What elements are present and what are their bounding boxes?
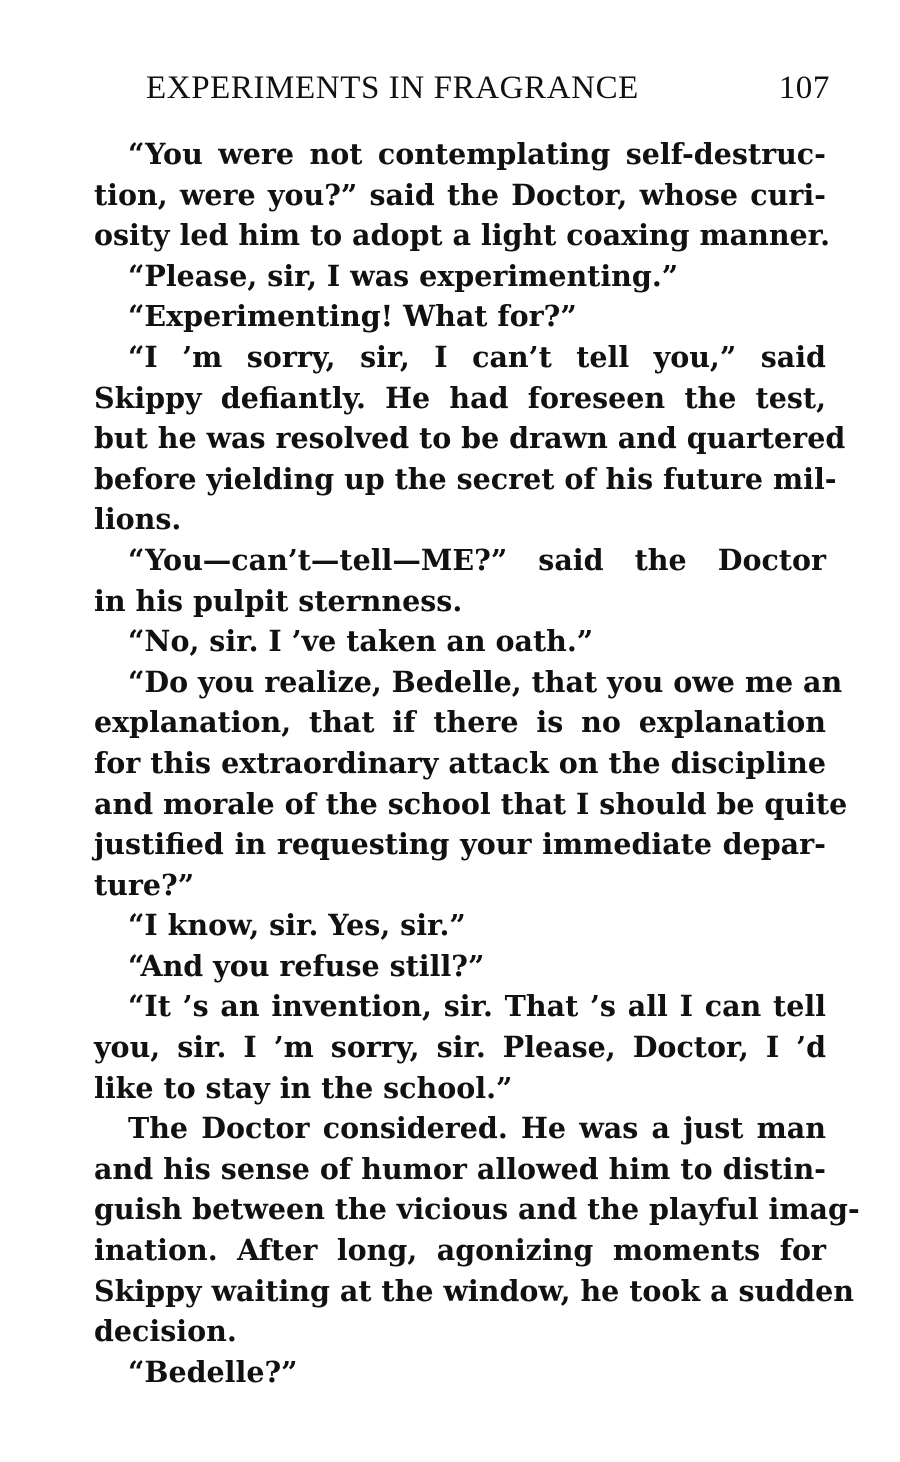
text-line: ination. After long, agonizing moments for [94,1233,826,1268]
page-number: 107 [778,70,830,106]
text-line: “Please, sir, I was experimenting.” [128,258,679,293]
text-line: tion, were you?” said the Doctor, whose curi- [94,177,826,212]
body-text [94,134,860,1392]
text-line: like to stay in the school.” [94,1070,513,1105]
text-line: but he was resolved to be drawn and quartered [94,421,846,456]
text-line: “I know, sir. Yes, sir.” [128,908,466,943]
text-line: justified in requesting your immediate depar- [94,827,826,862]
text-line: before yielding up the secret of his future mil- [94,461,837,496]
text-line: lions. [94,502,182,537]
text-line: “Do you realize, Bedelle, that you owe me an [128,664,843,699]
text-line: The Doctor considered. He was a just man [128,1111,826,1146]
text-line: guish between the vicious and the playful imag- [94,1192,860,1227]
text-line: “And you refuse still?” [128,948,485,983]
text-line: ture?” [94,867,195,902]
text-line: in his pulpit sternness. [94,583,463,618]
text-line: explanation, that if there is no explanation [94,705,826,740]
text-line: “You were not contemplating self-destruc- [128,137,826,171]
text-line: and his sense of humor allowed him to distin- [94,1151,826,1186]
text-line: you, sir. I ’m sorry, sir. Please, Doctor, I ’d [94,1030,826,1065]
text-line: “You—can’t—tell—ME?” said the Doctor [128,542,826,577]
text-line: for this extraordinary attack on the discipline [94,745,826,780]
running-head [146,70,830,114]
text-line: and morale of the school that I should be quite [94,786,848,821]
text-line: decision. [94,1314,237,1349]
running-title: EXPERIMENTS IN FRAGRANCE [146,70,639,106]
text-line: “No, sir. I ’ve taken an oath.” [128,624,594,659]
text-line: “I ’m sorry, sir, I can’t tell you,” said [128,339,826,374]
text-line: Skippy waiting at the window, he took a sudden [94,1273,854,1308]
text-line: Skippy defiantly. He had foreseen the test, [94,380,826,415]
text-line: “It ’s an invention, sir. That ’s all I can tell [128,989,826,1024]
text-line: “Bedelle?” [128,1354,298,1389]
text-line: “Experimenting! What for?” [128,299,577,334]
text-line: osity led him to adopt a light coaxing manner. [94,218,830,253]
